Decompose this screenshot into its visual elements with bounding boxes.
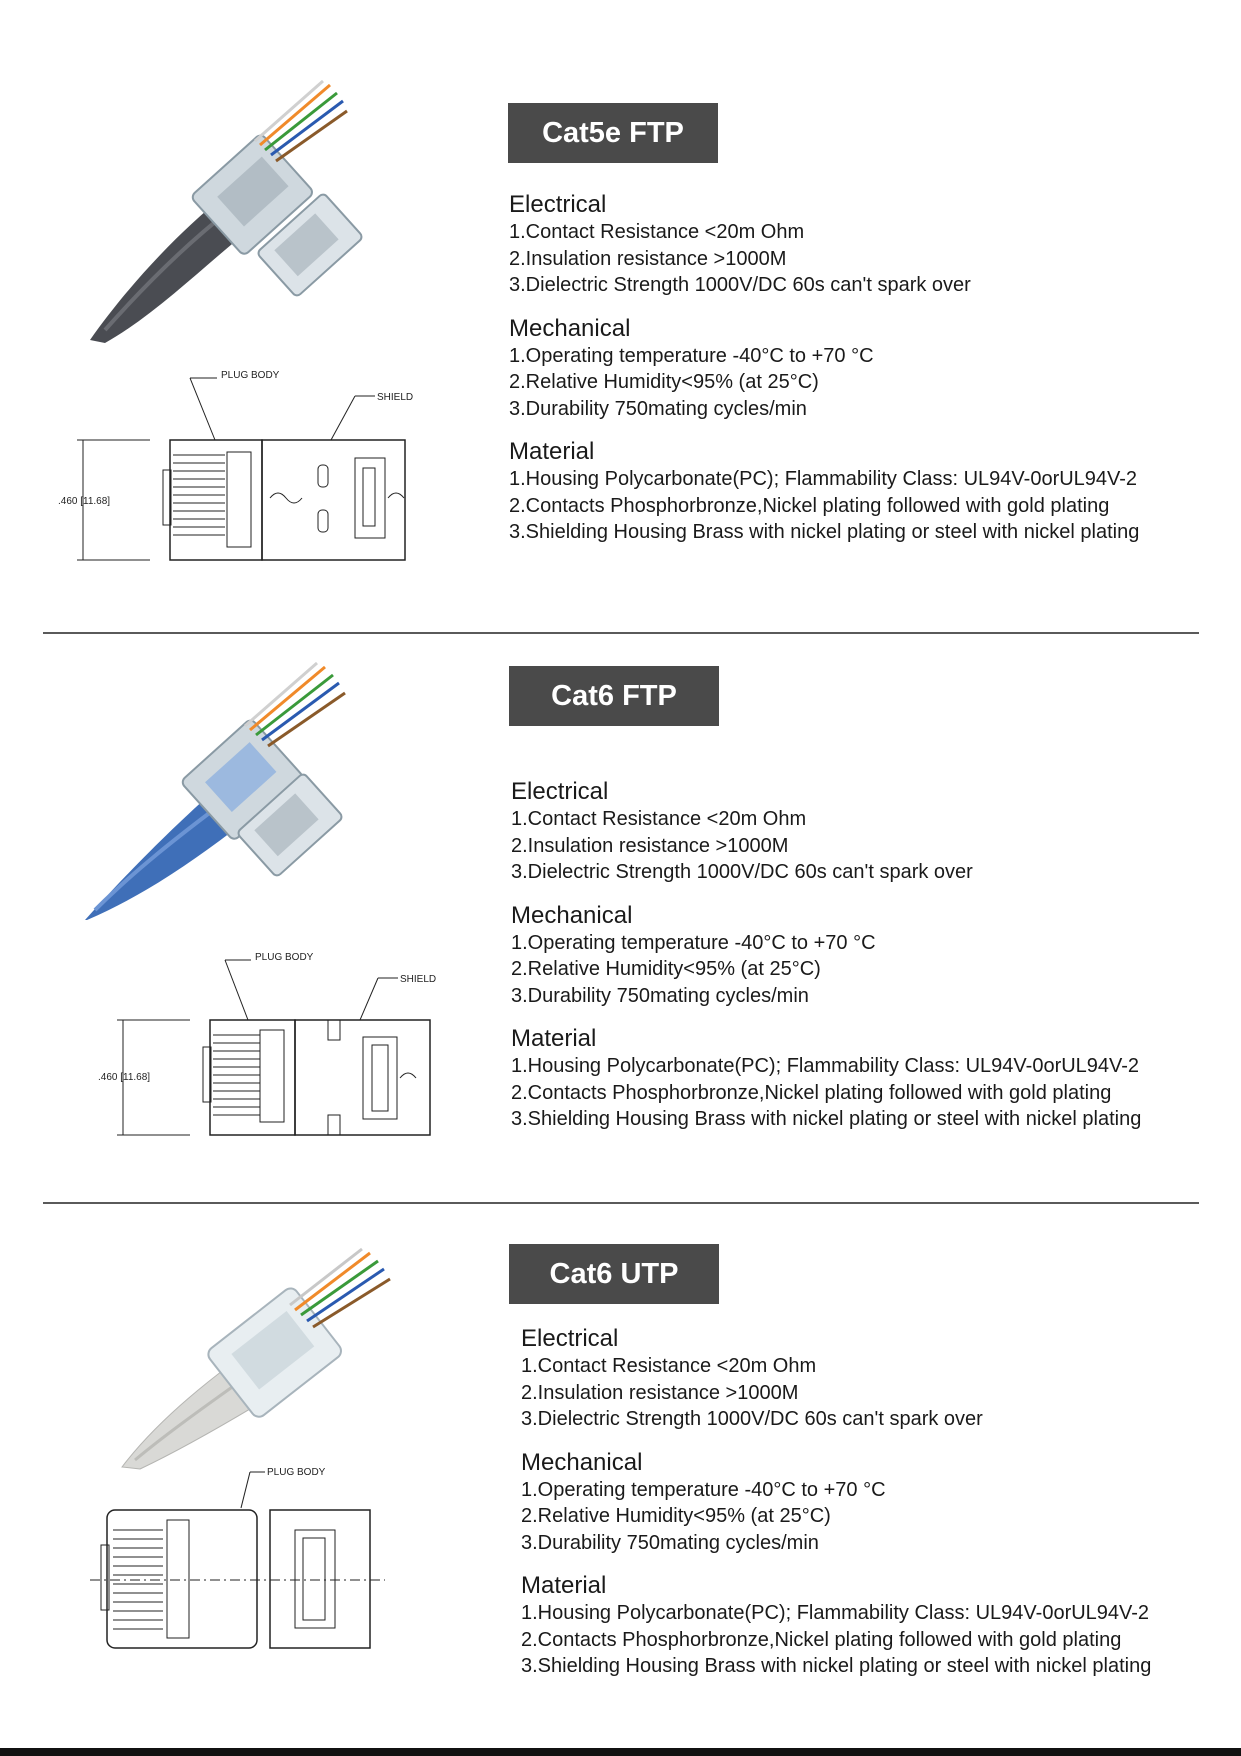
spec-line: 3.Dielectric Strength 1000V/DC 60s can't spark over [509,274,971,296]
technical-drawing-cat5e [55,360,425,570]
spec-line: 1.Operating temperature -40°C to +70 °C [509,344,874,367]
technical-drawing-cat6-utp [85,1460,395,1655]
mechanical-group [511,902,1231,1010]
mechanical-group [521,1449,1241,1557]
connector-photo-cat6-utp [120,1245,410,1470]
section-title-cat6-ftp: Cat6 FTP [509,666,719,726]
shield-label: SHIELD [400,974,437,985]
section-divider [43,1202,1199,1204]
section-title-cat6-utp: Cat6 UTP [509,1244,719,1304]
spec-line: 1.Housing Polycarbonate(PC); Flammability Class: UL94V-0orUL94V-2 [521,1602,1150,1624]
spec-line: 1.Contact Resistance <20m Ohm [521,1355,817,1377]
connector-photo-cat6-ftp [85,655,405,925]
dimension-label: .460 [11.68] [98,1072,151,1083]
mechanical-heading: Mechanical [511,901,633,929]
spec-line: 3.Dielectric Strength 1000V/DC 60s can't spark over [521,1408,983,1430]
material-heading: Material [521,1572,607,1599]
spec-line: 3.Durability 750mating cycles/min [511,984,809,1007]
spec-line: 2.Relative Humidity<95% (at 25°C) [521,1505,831,1527]
section-divider [43,632,1199,634]
material-heading: Material [511,1025,597,1052]
spec-line: 3.Dielectric Strength 1000V/DC 60s can't spark over [511,861,973,883]
section-title-cat5e-ftp: Cat5e FTP [508,103,718,163]
electrical-group [511,778,1231,886]
connector-photo-cat5e [85,75,405,345]
shield-label: SHIELD [377,392,414,403]
spec-line: 2.Insulation resistance >1000M [509,247,787,270]
mechanical-heading: Mechanical [509,314,631,342]
mechanical-heading: Mechanical [521,1448,643,1476]
electrical-group [521,1325,1241,1433]
spec-line: 3.Durability 750mating cycles/min [521,1531,819,1554]
spec-line: 3.Shielding Housing Brass with nickel plating or steel with nickel plating [511,1108,1142,1130]
plug-body-label: PLUG BODY [267,1467,326,1478]
spec-line: 1.Housing Polycarbonate(PC); Flammability Class: UL94V-0orUL94V-2 [509,468,1138,490]
electrical-heading: Electrical [511,778,609,805]
spec-line: 1.Contact Resistance <20m Ohm [511,808,807,830]
material-group [521,1572,1241,1680]
plug-body-label: PLUG BODY [255,952,314,963]
bottom-bar [0,1748,1241,1756]
spec-line: 3.Durability 750mating cycles/min [509,397,807,420]
material-heading: Material [509,438,595,465]
spec-line: 2.Contacts Phosphorbronze,Nickel plating followed with gold plating [511,1081,1112,1104]
electrical-heading: Electrical [521,1325,619,1352]
material-group [509,438,1229,546]
electrical-group [509,191,1229,299]
mechanical-group [509,315,1229,423]
spec-line: 2.Contacts Phosphorbronze,Nickel plating followed with gold plating [509,494,1110,517]
electrical-heading: Electrical [509,191,607,218]
dimension-label: .460 [11.68] [58,496,111,507]
spec-line: 1.Housing Polycarbonate(PC); Flammability Class: UL94V-0orUL94V-2 [511,1055,1140,1077]
spec-block-cat6-ftp [511,778,1231,1149]
plug-body-label: PLUG BODY [221,370,280,381]
spec-line: 1.Operating temperature -40°C to +70 °C [521,1478,886,1501]
spec-line: 2.Contacts Phosphorbronze,Nickel plating followed with gold plating [521,1628,1122,1651]
spec-line: 1.Contact Resistance <20m Ohm [509,221,805,243]
spec-line: 2.Insulation resistance >1000M [521,1381,799,1404]
spec-line: 1.Operating temperature -40°C to +70 °C [511,931,876,954]
material-group [511,1025,1231,1133]
spec-line: 3.Shielding Housing Brass with nickel plating or steel with nickel plating [521,1655,1152,1677]
spec-line: 2.Relative Humidity<95% (at 25°C) [509,371,819,393]
technical-drawing-cat6-ftp [95,945,445,1145]
spec-block-cat5e-ftp [509,191,1229,562]
spec-line: 3.Shielding Housing Brass with nickel plating or steel with nickel plating [509,521,1140,543]
spec-block-cat6-utp [521,1325,1241,1696]
spec-line: 2.Relative Humidity<95% (at 25°C) [511,958,821,980]
spec-line: 2.Insulation resistance >1000M [511,834,789,857]
